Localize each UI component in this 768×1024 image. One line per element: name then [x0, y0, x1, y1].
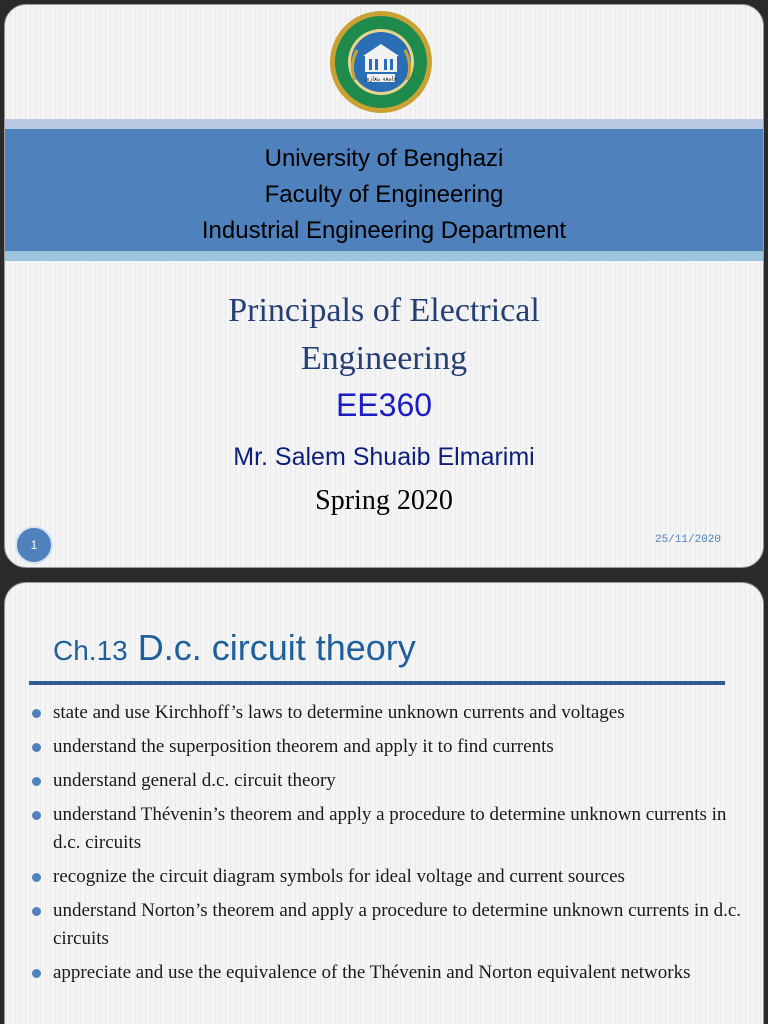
term: Spring 2020	[315, 485, 453, 516]
objectives-slide	[4, 582, 764, 1024]
list-item	[29, 959, 757, 987]
course-code: EE360	[335, 387, 433, 423]
course-title-line-2: Engineering	[300, 340, 468, 377]
department-name: Industrial Engineering Department	[201, 217, 567, 244]
bullet-icon	[32, 709, 41, 718]
header-band-top	[5, 119, 763, 129]
list-item	[29, 733, 757, 761]
bullet-icon	[32, 907, 41, 916]
bullet-icon	[32, 777, 41, 786]
objectives-list	[29, 699, 757, 993]
chapter-number: Ch.13	[53, 635, 128, 666]
objective-text: understand Norton’s theorem and apply a procedure to determine unknown currents in d.c. circuits	[53, 900, 742, 949]
instructor-name: Mr. Salem Shuaib Elmarimi	[233, 443, 535, 471]
institution-block	[5, 141, 763, 249]
slide-date: 25/11/2020	[654, 534, 721, 546]
title-slide	[4, 4, 764, 568]
seal-text: جامعة بنغازي	[364, 75, 398, 83]
objective-text: understand general d.c. circuit theory	[53, 770, 336, 791]
objective-text: understand Thévenin’s theorem and apply a procedure to determine unknown currents in d.c. circuits	[53, 804, 727, 853]
bullet-icon	[32, 811, 41, 820]
chapter-title	[53, 627, 416, 669]
objective-text: recognize the circuit diagram symbols for ideal voltage and current sources	[53, 866, 625, 887]
chapter-name: D.c. circuit theory	[127, 627, 416, 668]
faculty-name: Faculty of Engineering	[264, 181, 504, 208]
slide-number-badge: 1	[15, 526, 53, 564]
bullet-icon	[32, 969, 41, 978]
objective-text: appreciate and use the equivalence of the Thévenin and Norton equivalent networks	[53, 962, 691, 983]
objective-text: state and use Kirchhoff’s laws to determine unknown currents and voltages	[53, 702, 625, 723]
university-name: University of Benghazi	[264, 145, 504, 172]
list-item	[29, 863, 757, 891]
bullet-icon	[32, 873, 41, 882]
header-band-bottom	[5, 251, 763, 261]
course-title-line-1: Principals of Electrical	[228, 292, 540, 329]
university-seal-logo	[329, 10, 433, 114]
list-item	[29, 801, 757, 857]
list-item	[29, 767, 757, 795]
bullet-icon	[32, 743, 41, 752]
list-item	[29, 897, 757, 953]
objective-text: understand the superposition theorem and apply it to find currents	[53, 736, 554, 757]
list-item	[29, 699, 757, 727]
title-underline	[29, 681, 725, 685]
course-title	[5, 287, 763, 383]
